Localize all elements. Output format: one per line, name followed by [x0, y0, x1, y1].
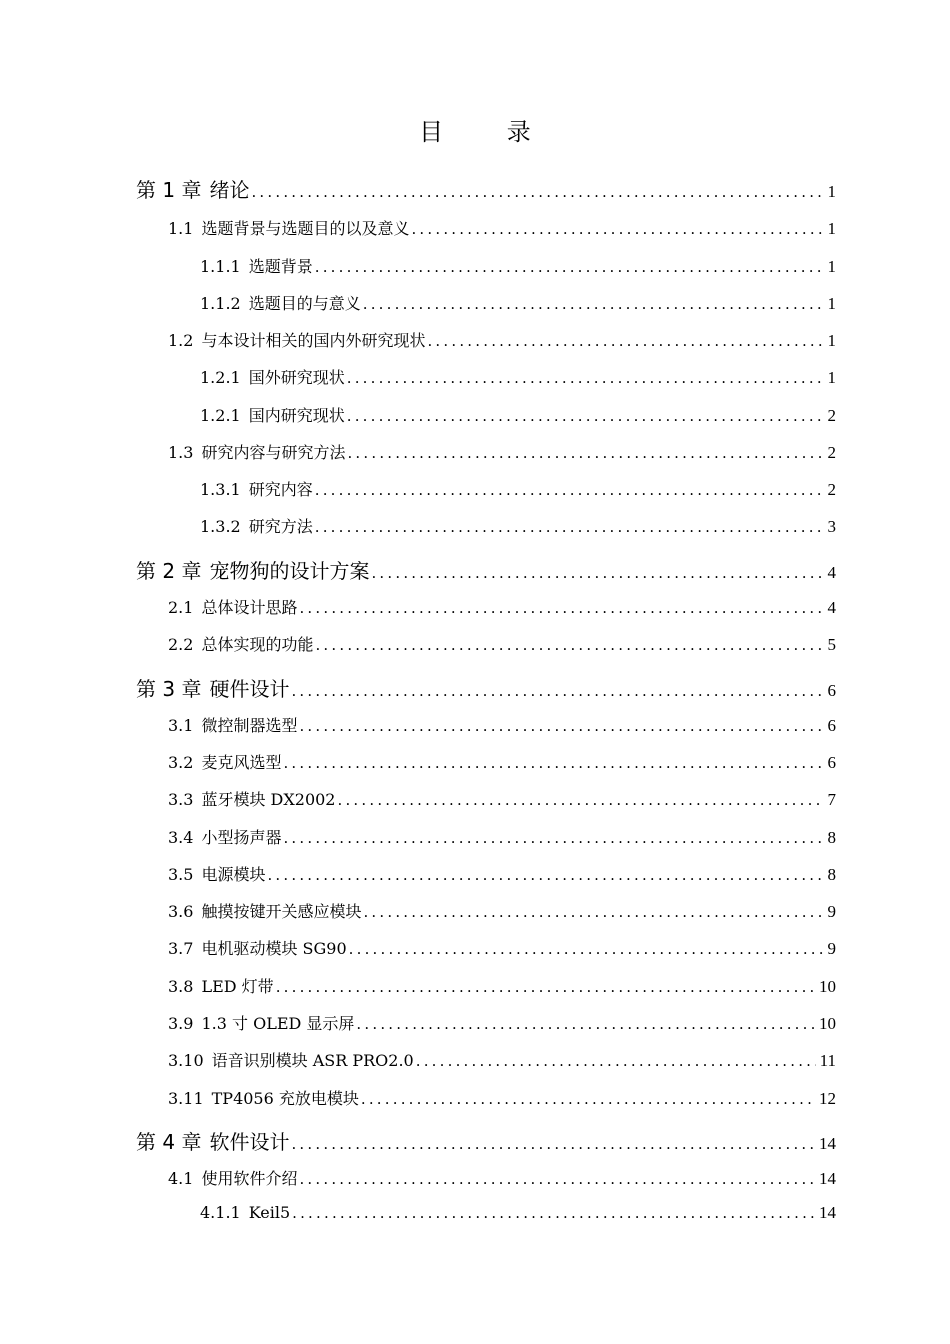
toc-entry-title: 硬件设计 — [209, 677, 290, 701]
toc-entry[interactable] — [168, 862, 836, 885]
toc-entry-title: LED 灯带 — [201, 977, 274, 996]
toc-page-number: 2 — [827, 443, 836, 462]
toc-page-number: 9 — [827, 902, 836, 921]
toc-entry[interactable] — [168, 328, 836, 351]
toc-entry-number: 2.2 — [168, 635, 194, 654]
toc-entry[interactable] — [168, 1086, 836, 1109]
toc-page-number: 2 — [827, 480, 836, 499]
toc-entry-title: TP4056 充放电模块 — [211, 1089, 359, 1108]
toc-entry-number: 3.3 — [168, 790, 194, 809]
toc-dot-leader — [299, 599, 823, 617]
toc-entry-number: 3.7 — [168, 939, 194, 958]
toc-entry-number: 1.2.1 — [200, 406, 241, 425]
toc-entry[interactable] — [168, 440, 836, 463]
toc-dot-leader — [299, 717, 823, 735]
toc-entry-number: 1.1.2 — [200, 294, 241, 313]
toc-page-number: 11 — [819, 1051, 836, 1070]
toc-entry-title: 触摸按键开关感应模块 — [201, 902, 362, 921]
toc-page-number: 3 — [827, 517, 836, 536]
toc-dot-leader — [356, 1015, 815, 1033]
toc-entry[interactable] — [168, 595, 836, 618]
toc-entry[interactable] — [168, 1166, 836, 1189]
toc-entry[interactable] — [136, 1126, 836, 1155]
toc-entry[interactable] — [168, 936, 836, 959]
toc-entry[interactable] — [200, 514, 836, 537]
toc-dot-leader — [283, 829, 823, 847]
toc-entry[interactable] — [168, 713, 836, 736]
toc-entry[interactable] — [168, 787, 836, 810]
toc-entry[interactable] — [168, 1011, 836, 1034]
toc-entry-title: 选题背景与选题目的以及意义 — [201, 219, 410, 238]
toc-entry-title: 微控制器选型 — [201, 716, 298, 735]
toc-page-number: 14 — [819, 1134, 836, 1153]
toc-page-number: 10 — [819, 1014, 836, 1033]
toc-entry[interactable] — [168, 825, 836, 848]
toc-dot-leader — [292, 1204, 815, 1222]
toc-entry-title: 宠物狗的设计方案 — [209, 559, 370, 583]
toc-entry-number: 3.2 — [168, 753, 194, 772]
toc-entry-title: 使用软件介绍 — [201, 1169, 298, 1188]
toc-entry-number: 3.8 — [168, 977, 194, 996]
toc-page-number: 9 — [827, 939, 836, 958]
toc-dot-leader — [251, 183, 823, 201]
toc-entry-number: 1.3.1 — [200, 480, 241, 499]
toc-entry[interactable] — [168, 899, 836, 922]
toc-page-number: 8 — [827, 865, 836, 884]
toc-entry-number: 1.2.1 — [200, 368, 241, 387]
toc-entry-title: 研究内容与研究方法 — [201, 443, 346, 462]
toc-page-number: 1 — [827, 294, 836, 313]
toc-entry-number: 3.11 — [168, 1089, 204, 1108]
toc-dot-leader — [337, 791, 823, 809]
toc-entry[interactable] — [200, 1203, 836, 1223]
toc-entry-number: 1.3 — [168, 443, 194, 462]
toc-entry-title: 电机驱动模块 SG90 — [201, 939, 347, 958]
toc-entry[interactable] — [168, 750, 836, 773]
toc-entry-number: 2.1 — [168, 598, 194, 617]
toc-entry-number: 3.6 — [168, 902, 194, 921]
toc-dot-leader — [291, 1135, 815, 1153]
toc-entry[interactable] — [200, 254, 836, 277]
toc-entry-number: 1.1 — [168, 219, 194, 238]
toc-entry[interactable] — [136, 673, 836, 702]
toc-page-number: 5 — [827, 635, 836, 654]
toc-entry-title: 软件设计 — [209, 1130, 290, 1154]
toc-entry-number: 3.9 — [168, 1014, 194, 1033]
toc-entry[interactable] — [168, 216, 836, 239]
toc-entry-number: 第 3 章 — [136, 677, 202, 701]
toc-entry[interactable] — [168, 974, 836, 997]
toc-entry-number: 第 4 章 — [136, 1130, 202, 1154]
toc-page-number: 7 — [827, 790, 836, 809]
toc-entry-number: 3.4 — [168, 828, 194, 847]
toc-entry-title: 国内研究现状 — [248, 406, 345, 425]
toc-page-number: 4 — [827, 563, 836, 582]
toc-entry-number: 第 2 章 — [136, 559, 202, 583]
toc-dot-leader — [347, 407, 824, 425]
toc-page-number: 12 — [819, 1089, 836, 1108]
toc-page-number: 6 — [827, 753, 836, 772]
toc-entry-number: 1.3.2 — [200, 517, 241, 536]
toc-entry[interactable] — [168, 1048, 836, 1071]
toc-page-number: 1 — [827, 257, 836, 276]
toc-entry-title: 电源模块 — [201, 865, 266, 884]
page-title: 目 录 — [419, 118, 559, 146]
toc-page-number: 14 — [819, 1203, 836, 1222]
toc-dot-leader — [291, 682, 823, 700]
toc-entry-number: 1.2 — [168, 331, 194, 350]
toc-entry[interactable] — [200, 477, 836, 500]
toc-entry-number: 3.10 — [168, 1051, 204, 1070]
toc-entry-title: 选题目的与意义 — [248, 294, 361, 313]
toc-dot-leader — [416, 1052, 816, 1070]
toc-entry-number: 3.1 — [168, 716, 194, 735]
toc-page-number: 4 — [827, 598, 836, 617]
toc-dot-leader — [299, 1170, 815, 1188]
toc-page-number: 1 — [827, 331, 836, 350]
toc-entry-title: 研究内容 — [248, 480, 313, 499]
toc-entry[interactable] — [136, 555, 836, 584]
toc-page-number: 6 — [827, 716, 836, 735]
toc-entry-title: 国外研究现状 — [248, 368, 345, 387]
toc-entry[interactable] — [136, 174, 836, 203]
toc-page-number: 10 — [819, 977, 836, 996]
toc-entry-title: 绪论 — [209, 178, 250, 202]
toc-page-number: 2 — [827, 406, 836, 425]
toc-entry-number: 3.5 — [168, 865, 194, 884]
toc-dot-leader — [347, 369, 824, 387]
toc-entry-title: 与本设计相关的国内外研究现状 — [201, 331, 426, 350]
toc-entry-title: 研究方法 — [248, 517, 313, 536]
toc-entry-number: 4.1.1 — [200, 1203, 241, 1222]
toc-page-number: 8 — [827, 828, 836, 847]
toc-dot-leader — [315, 518, 824, 536]
toc-page-number: 1 — [827, 368, 836, 387]
toc-dot-leader — [283, 754, 823, 772]
toc-dot-leader — [267, 866, 823, 884]
toc-dot-leader — [427, 332, 823, 350]
toc-entry-title: 总体设计思路 — [201, 598, 298, 617]
toc-dot-leader — [315, 258, 824, 276]
toc-entry-title: 语音识别模块 ASR PRO2.0 — [211, 1051, 414, 1070]
toc-entry-title: 选题背景 — [248, 257, 313, 276]
toc-entry-number: 1.1.1 — [200, 257, 241, 276]
toc-entry-title: 小型扬声器 — [201, 828, 282, 847]
toc-page-number: 14 — [819, 1169, 836, 1188]
toc-entry-title: 1.3 寸 OLED 显示屏 — [201, 1014, 355, 1033]
toc-dot-leader — [371, 564, 823, 582]
toc-entry-title: 蓝牙模块 DX2002 — [201, 790, 336, 809]
toc-page-number: 6 — [827, 681, 836, 700]
toc-entry[interactable] — [168, 632, 836, 655]
toc-dot-leader — [363, 295, 824, 313]
toc-dot-leader — [315, 481, 824, 499]
toc-entry-title: 总体实现的功能 — [201, 635, 314, 654]
toc-entry[interactable] — [200, 291, 836, 314]
toc-entry-title: Keil5 — [248, 1203, 291, 1222]
toc-entry-number: 4.1 — [168, 1169, 194, 1188]
toc-page-number: 1 — [827, 219, 836, 238]
toc-dot-leader — [363, 903, 823, 921]
toc-entry-number: 第 1 章 — [136, 178, 202, 202]
toc-dot-leader — [315, 636, 823, 654]
toc-dot-leader — [276, 978, 815, 996]
toc-entry-title: 麦克风选型 — [201, 753, 282, 772]
toc-dot-leader — [411, 220, 823, 238]
toc-entry[interactable] — [200, 365, 836, 388]
toc-entry[interactable] — [200, 403, 836, 426]
toc-page-number: 1 — [827, 182, 836, 201]
toc-dot-leader — [349, 940, 824, 958]
toc-dot-leader — [361, 1090, 815, 1108]
toc-dot-leader — [347, 444, 823, 462]
